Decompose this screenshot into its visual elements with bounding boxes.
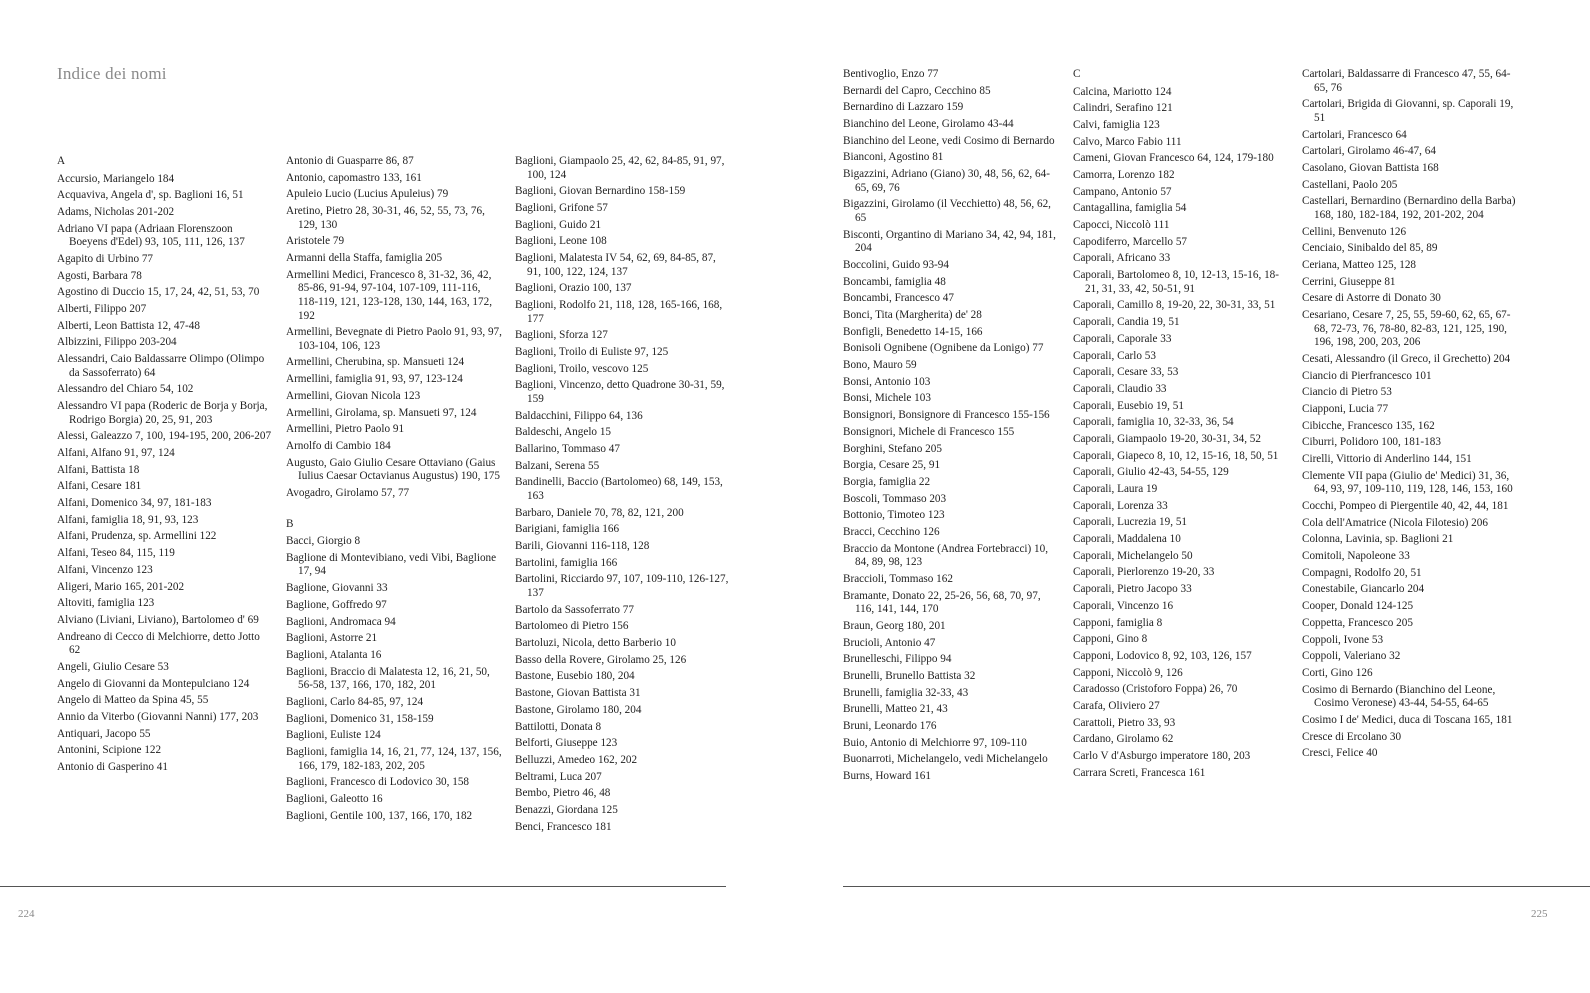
index-entry: Baglioni, Sforza 127 xyxy=(515,329,608,342)
index-entry: Baglioni, Orazio 100, 137 xyxy=(515,282,632,295)
index-entry: Bottonio, Timoteo 123 xyxy=(843,509,945,522)
index-entry: Colonna, Lavinia, sp. Baglioni 21 xyxy=(1302,533,1454,546)
page-title: Indice dei nomi xyxy=(57,64,167,83)
index-entry: Angelo di Matteo da Spina 45, 55 xyxy=(57,694,209,707)
index-entry: Caporali, Cesare 33, 53 xyxy=(1073,366,1179,379)
index-entry: Apuleio Lucio (Lucius Apuleius) 79 xyxy=(286,188,449,201)
index-entry: Baldacchini, Filippo 64, 136 xyxy=(515,409,643,422)
index-entry: Capponi, Gino 8 xyxy=(1073,633,1148,646)
index-entry: Caporali, Candia 19, 51 xyxy=(1073,316,1180,329)
index-entry: Aligeri, Mario 165, 201-202 xyxy=(57,580,185,593)
index-entry: Cibicche, Francesco 135, 162 xyxy=(1302,419,1435,432)
index-entry: Cola dell'Amatrice (Nicola Filotesio) 206 xyxy=(1302,516,1488,529)
index-entry: Cesare di Astorre di Donato 30 xyxy=(1302,292,1441,305)
index-entry: Cantagallina, famiglia 54 xyxy=(1073,202,1187,215)
index-entry: Barili, Giovanni 116-118, 128 xyxy=(515,540,650,553)
index-entry: Cardano, Girolamo 62 xyxy=(1073,733,1174,746)
index-entry: Cameni, Giovan Francesco 64, 124, 179-180 xyxy=(1073,152,1274,165)
index-entry: Antiquari, Jacopo 55 xyxy=(57,727,151,740)
index-entry: Compagni, Rodolfo 20, 51 xyxy=(1302,566,1422,579)
footer-rule-right xyxy=(843,886,1590,887)
index-entry: Castellari, Bernardino (Bernardino della Barba) 168, 180, 182-184, 192, 201-202, 204 xyxy=(1302,195,1516,221)
index-entry: Buio, Antonio di Melchiorre 97, 109-110 xyxy=(843,736,1027,749)
index-entry: Brunelli, famiglia 32-33, 43 xyxy=(843,686,969,699)
index-entry: Antonio di Guasparre 86, 87 xyxy=(286,155,414,167)
index-entry: Cartolari, Francesco 64 xyxy=(1302,128,1407,141)
index-entry: Belluzzi, Amedeo 162, 202 xyxy=(515,753,638,766)
index-entry: Baglioni, Domenico 31, 158-159 xyxy=(286,712,434,725)
index-entry: Borgia, famiglia 22 xyxy=(843,475,931,488)
index-entry: Baglioni, Vincenzo, detto Quadrone 30-31, 59, 159 xyxy=(515,379,725,405)
index-entry: Bruni, Leonardo 176 xyxy=(843,720,937,733)
index-entry: Calvo, Marco Fabio 111 xyxy=(1073,135,1182,148)
index-entry: Boncambi, famiglia 48 xyxy=(843,275,946,288)
index-entry: Andreano di Cecco di Melchiorre, detto Jotto 62 xyxy=(57,630,260,657)
index-entry: Alfani, Vincenzo 123 xyxy=(57,563,153,576)
index-entry: Caporali, Giapeco 8, 10, 12, 15-16, 18, 50, 51 xyxy=(1073,449,1279,462)
index-entry: Alfani, Teseo 84, 115, 119 xyxy=(57,547,175,560)
index-entry: Conestabile, Giancarlo 204 xyxy=(1302,583,1425,596)
index-entry: Carrara Screti, Francesca 161 xyxy=(1073,766,1206,779)
index-entry: Accursio, Mariangelo 184 xyxy=(57,172,175,185)
index-entry: Cartolari, Brigida di Giovanni, sp. Caporali 19, 51 xyxy=(1302,98,1514,124)
index-entry: Bembo, Pietro 46, 48 xyxy=(515,787,611,800)
index-entry: Bartolini, famiglia 166 xyxy=(515,556,618,569)
index-entry: Caporali, Vincenzo 16 xyxy=(1073,599,1174,612)
index-entry: Ciancio di Pietro 53 xyxy=(1302,386,1392,399)
index-entry: Burns, Howard 161 xyxy=(843,770,931,783)
index-entry: Bastone, Girolamo 180, 204 xyxy=(515,703,642,716)
index-entry: Caporali, Claudio 33 xyxy=(1073,382,1167,395)
index-entry: Caporali, Bartolomeo 8, 10, 12-13, 15-16, 18-21, 31, 33, 42, 50-51, 91 xyxy=(1073,269,1280,295)
index-entry: Arnolfo di Cambio 184 xyxy=(286,439,391,452)
index-entry: Aretino, Pietro 28, 30-31, 46, 52, 55, 73, 76, 129, 130 xyxy=(286,205,485,231)
index-entry: Caporali, Pierlorenzo 19-20, 33 xyxy=(1073,566,1215,579)
index-entry: Casolano, Giovan Battista 168 xyxy=(1302,161,1439,174)
index-entry: Bonfigli, Benedetto 14-15, 166 xyxy=(843,325,983,338)
index-entry: Baglioni, Euliste 124 xyxy=(286,729,381,742)
index-entry: Caporali, Caporale 33 xyxy=(1073,332,1172,345)
index-entry: Alessandro VI papa (Roderic de Borja y Borja, Rodrigo Borgia) 20, 25, 91, 203 xyxy=(57,400,268,426)
index-entry: Bartoluzi, Nicola, detto Barberio 10 xyxy=(515,637,676,650)
index-entry: Baglioni, Guido 21 xyxy=(515,218,602,231)
index-entry: Acquaviva, Angela d', sp. Baglioni 16, 51 xyxy=(57,189,244,202)
index-entry: Baglioni, Troilo, vescovo 125 xyxy=(515,362,649,375)
index-column-2 xyxy=(286,155,502,826)
index-entry: Caporali, Michelangelo 50 xyxy=(1073,549,1193,562)
index-entry: Calvi, famiglia 123 xyxy=(1073,118,1160,131)
index-entry: Benci, Francesco 181 xyxy=(515,820,612,833)
index-entry: Braun, Georg 180, 201 xyxy=(843,619,946,632)
index-entry: Bigazzini, Girolamo (il Vecchietto) 48, 56, 62, 65 xyxy=(843,198,1051,224)
index-entry: Coppoli, Ivone 53 xyxy=(1302,633,1384,646)
index-entry: Caporali, Laura 19 xyxy=(1073,483,1158,495)
index-entry: Ciburri, Polidoro 100, 181-183 xyxy=(1302,436,1441,449)
index-entry: Bono, Mauro 59 xyxy=(843,359,917,372)
index-entry: Caporali, Pietro Jacopo 33 xyxy=(1073,583,1192,596)
letter-heading: B xyxy=(286,517,294,530)
index-entry: Bonisoli Ognibene (Ognibene da Lonigo) 77 xyxy=(843,342,1044,355)
index-entry: Bernardi del Capro, Cecchino 85 xyxy=(843,84,991,97)
index-entry: Braccio da Montone (Andrea Fortebracci) 10, 84, 89, 98, 123 xyxy=(843,542,1049,569)
index-entry: Bernardino di Lazzaro 159 xyxy=(843,101,964,114)
index-entry: Cresci, Felice 40 xyxy=(1302,747,1378,760)
index-entry: Baglione, Goffredo 97 xyxy=(286,598,387,611)
index-entry: Barigiani, famiglia 166 xyxy=(515,523,620,536)
index-entry: Bonsi, Antonio 103 xyxy=(843,375,931,388)
index-entry: Caporali, Giampaolo 19-20, 30-31, 34, 52 xyxy=(1073,432,1261,445)
index-entry: Bianchino del Leone, vedi Cosimo di Bernardo xyxy=(843,134,1055,147)
index-entry: Cocchi, Pompeo di Piergentile 40, 42, 44, 181 xyxy=(1302,500,1509,512)
index-entry: Carafa, Oliviero 27 xyxy=(1073,699,1160,712)
index-entry: Barbaro, Daniele 70, 78, 82, 121, 200 xyxy=(515,506,684,519)
index-entry: Alberti, Filippo 207 xyxy=(57,303,147,315)
index-entry: Bianconi, Agostino 81 xyxy=(843,151,944,164)
index-column-1 xyxy=(57,155,273,778)
index-entry: Alessandri, Caio Baldassarre Olimpo (Olimpo da Sassoferrato) 64 xyxy=(57,353,265,379)
index-entry: Agapito di Urbino 77 xyxy=(57,252,154,265)
index-entry: Caporali, Lucrezia 19, 51 xyxy=(1073,516,1188,529)
index-entry: Clemente VII papa (Giulio de' Medici) 31, 36, 64, 93, 97, 109-110, 119, 128, 146, 153, 160 xyxy=(1302,469,1513,496)
index-entry: Agosti, Barbara 78 xyxy=(57,269,142,282)
index-entry: Ceriana, Matteo 125, 128 xyxy=(1302,258,1417,271)
index-entry: Baglioni, Gentile 100, 137, 166, 170, 182 xyxy=(286,809,473,822)
index-entry: Ciapponi, Lucia 77 xyxy=(1302,402,1389,415)
index-entry: Basso della Rovere, Girolamo 25, 126 xyxy=(515,653,687,666)
index-entry: Coppoli, Valeriano 32 xyxy=(1302,650,1401,663)
index-entry: Antonio, capomastro 133, 161 xyxy=(286,171,422,184)
index-entry: Baglioni, Leone 108 xyxy=(515,235,607,248)
index-entry: Baglioni, Braccio di Malatesta 12, 16, 21, 50, 56-58, 137, 166, 170, 182, 201 xyxy=(286,665,490,692)
index-entry: Capocci, Niccolò 111 xyxy=(1073,219,1170,232)
index-entry: Brucioli, Antonio 47 xyxy=(843,636,936,649)
index-entry: Baglioni, Galeotto 16 xyxy=(286,792,383,805)
index-entry: Buonarroti, Michelangelo, vedi Michelangelo xyxy=(843,753,1048,766)
index-entry: Boncambi, Francesco 47 xyxy=(843,292,954,305)
index-entry: Bramante, Donato 22, 25-26, 56, 68, 70, 97, 116, 141, 144, 170 xyxy=(843,589,1041,616)
index-entry: Carattoli, Pietro 33, 93 xyxy=(1073,716,1176,729)
index-entry: Cartolari, Girolamo 46-47, 64 xyxy=(1302,145,1436,158)
index-entry: Capponi, famiglia 8 xyxy=(1073,616,1163,629)
section-spacer xyxy=(286,504,502,518)
index-entry: Caporali, Carlo 53 xyxy=(1073,349,1156,362)
index-entry: Bentivoglio, Enzo 77 xyxy=(843,68,939,80)
letter-heading: C xyxy=(1073,68,1081,80)
index-entry: Albizzini, Filippo 203-204 xyxy=(57,336,177,349)
index-column-6 xyxy=(1302,68,1518,764)
index-entry: Augusto, Gaio Giulio Cesare Ottaviano (Gaius Iulius Caesar Octavianus Augustus) 190, 175 xyxy=(286,456,500,483)
index-entry: Balzani, Serena 55 xyxy=(515,459,600,472)
index-entry: Adams, Nicholas 201-202 xyxy=(57,205,175,218)
index-entry: Alfani, Battista 18 xyxy=(57,463,140,476)
index-entry: Bandinelli, Baccio (Bartolomeo) 68, 149, 153, 163 xyxy=(515,476,723,502)
index-entry: Cirelli, Vittorio di Anderlino 144, 151 xyxy=(1302,453,1472,466)
index-entry: Baglioni, famiglia 14, 16, 21, 77, 124, 137, 156, 166, 179, 182-183, 202, 205 xyxy=(286,745,502,772)
index-entry: Baglione di Montevibiano, vedi Vibi, Baglione 17, 94 xyxy=(286,551,497,578)
index-entry: Antonini, Scipione 122 xyxy=(57,744,162,757)
index-entry: Carlo V d'Asburgo imperatore 180, 203 xyxy=(1073,750,1251,762)
index-entry: Bartolomeo di Pietro 156 xyxy=(515,620,629,633)
index-entry: Antonio di Gasperino 41 xyxy=(57,760,168,773)
index-entry: Armellini Medici, Francesco 8, 31-32, 36, 42, 85-86, 91-94, 97-104, 107-109, 111-116, 118-119, 121, 123-128, 130, 144, 163, 172, 192 xyxy=(286,268,493,322)
letter-heading: A xyxy=(57,155,66,167)
index-entry: Cooper, Donald 124-125 xyxy=(1302,600,1414,613)
index-entry: Avogadro, Girolamo 57, 77 xyxy=(286,486,410,499)
index-entry: Capodiferro, Marcello 57 xyxy=(1073,235,1188,248)
index-entry: Cosimo I de' Medici, duca di Toscana 165, 181 xyxy=(1302,713,1513,726)
footer-rule-left xyxy=(0,886,726,887)
index-entry: Bastone, Eusebio 180, 204 xyxy=(515,670,635,683)
index-entry: Brunelli, Brunello Battista 32 xyxy=(843,669,976,682)
index-column-4 xyxy=(843,68,1059,787)
index-entry: Cerrini, Giuseppe 81 xyxy=(1302,275,1396,288)
index-entry: Cosimo di Bernardo (Bianchino del Leone, Cosimo Veronese) 43-44, 54-55, 64-65 xyxy=(1302,683,1496,710)
index-entry: Bracci, Cecchino 126 xyxy=(843,525,940,538)
index-entry: Braccioli, Tommaso 162 xyxy=(843,572,953,585)
index-entry: Bartolini, Ricciardo 97, 107, 109-110, 126-127, 137 xyxy=(515,573,729,599)
index-entry: Armellini, famiglia 91, 93, 97, 123-124 xyxy=(286,373,463,386)
index-entry: Boccolini, Guido 93-94 xyxy=(843,258,949,271)
index-entry: Caporali, Camillo 8, 19-20, 22, 30-31, 33, 51 xyxy=(1073,299,1276,312)
index-entry: Armellini, Pietro Paolo 91 xyxy=(286,423,405,436)
index-entry: Bisconti, Organtino di Mariano 34, 42, 94, 181, 204 xyxy=(843,228,1056,255)
index-column-5 xyxy=(1073,68,1289,783)
index-column-3 xyxy=(515,155,731,837)
index-entry: Corti, Gino 126 xyxy=(1302,666,1373,679)
index-entry: Aristotele 79 xyxy=(286,235,345,248)
index-entry: Angelo di Giovanni da Montepulciano 124 xyxy=(57,677,250,690)
index-entry: Calcina, Mariotto 124 xyxy=(1073,85,1172,98)
index-entry: Angeli, Giulio Cesare 53 xyxy=(57,660,169,673)
index-entry: Borgia, Cesare 25, 91 xyxy=(843,459,941,472)
index-entry: Baglioni, Grifone 57 xyxy=(515,201,608,214)
index-entry: Alfani, Domenico 34, 97, 181-183 xyxy=(57,497,212,510)
index-entry: Armellini, Giovan Nicola 123 xyxy=(286,389,421,402)
index-entry: Baglioni, Troilo di Euliste 97, 125 xyxy=(515,345,669,358)
page-number-left: 224 xyxy=(18,908,35,920)
index-entry: Bonsi, Michele 103 xyxy=(843,392,931,405)
index-entry: Cesariano, Cesare 7, 25, 55, 59-60, 62, 65, 67-68, 72-73, 76, 78-80, 82-83, 121, 125, 190, 196, 198, 200, 203, 206 xyxy=(1302,309,1511,349)
index-entry: Bastone, Giovan Battista 31 xyxy=(515,687,641,700)
index-entry: Bonsignori, Michele di Francesco 155 xyxy=(843,425,1015,438)
index-entry: Baglioni, Andromaca 94 xyxy=(286,615,396,628)
index-entry: Capponi, Niccolò 9, 126 xyxy=(1073,666,1183,679)
index-entry: Bacci, Giorgio 8 xyxy=(286,535,361,548)
index-entry: Beltrami, Luca 207 xyxy=(515,770,602,783)
index-entry: Baglione, Giovanni 33 xyxy=(286,582,388,595)
index-entry: Bartolo da Sassoferrato 77 xyxy=(515,603,634,616)
index-entry: Battilotti, Donata 8 xyxy=(515,720,602,733)
index-entry: Brunelleschi, Filippo 94 xyxy=(843,653,952,666)
index-entry: Altoviti, famiglia 123 xyxy=(57,597,155,610)
index-entry: Cenciaio, Sinibaldo del 85, 89 xyxy=(1302,242,1438,255)
index-entry: Caporali, famiglia 10, 32-33, 36, 54 xyxy=(1073,416,1234,429)
index-entry: Caradosso (Cristoforo Foppa) 26, 70 xyxy=(1073,683,1238,696)
index-entry: Castellani, Paolo 205 xyxy=(1302,178,1398,191)
index-entry: Caporali, Africano 33 xyxy=(1073,252,1171,265)
index-entry: Ballarino, Tommaso 47 xyxy=(515,443,620,455)
index-entry: Coppetta, Francesco 205 xyxy=(1302,616,1413,629)
index-entry: Comitoli, Napoleone 33 xyxy=(1302,550,1410,563)
index-entry: Cartolari, Baldassarre di Francesco 47, 55, 64-65, 76 xyxy=(1302,68,1511,94)
index-entry: Baglioni, Atalanta 16 xyxy=(286,648,382,661)
index-entry: Alessandro del Chiaro 54, 102 xyxy=(57,383,194,396)
index-entry: Baglioni, Giampaolo 25, 42, 62, 84-85, 91, 97, 100, 124 xyxy=(515,155,725,181)
index-entry: Cesati, Alessandro (il Greco, il Grechetto) 204 xyxy=(1302,352,1511,365)
index-entry: Armellini, Bevegnate di Pietro Paolo 91, 93, 97, 103-104, 106, 123 xyxy=(286,326,502,352)
index-entry: Bigazzini, Adriano (Giano) 30, 48, 56, 62, 64-65, 69, 76 xyxy=(843,168,1050,194)
index-entry: Baglioni, Giovan Bernardino 158-159 xyxy=(515,185,686,198)
index-entry: Agostino di Duccio 15, 17, 24, 42, 51, 53, 70 xyxy=(57,286,260,299)
index-entry: Baglioni, Francesco di Lodovico 30, 158 xyxy=(286,776,470,789)
page-number-right: 225 xyxy=(1531,908,1548,920)
index-entry: Campano, Antonio 57 xyxy=(1073,185,1172,198)
index-entry: Armanni della Staffa, famiglia 205 xyxy=(286,252,443,265)
index-entry: Alessi, Galeazzo 7, 100, 194-195, 200, 206-207 xyxy=(57,430,272,443)
index-entry: Caporali, Maddalena 10 xyxy=(1073,533,1181,546)
index-entry: Baldeschi, Angelo 15 xyxy=(515,426,612,439)
index-entry: Capponi, Lodovico 8, 92, 103, 126, 157 xyxy=(1073,649,1252,662)
index-entry: Baglioni, Carlo 84-85, 97, 124 xyxy=(286,695,424,708)
index-entry: Bianchino del Leone, Girolamo 43-44 xyxy=(843,118,1014,131)
index-entry: Caporali, Lorenza 33 xyxy=(1073,499,1168,512)
index-entry: Alfani, Cesare 181 xyxy=(57,480,142,493)
index-entry: Cresce di Ercolano 30 xyxy=(1302,730,1402,743)
index-entry: Bonci, Tita (Margherita) de' 28 xyxy=(843,309,982,322)
index-entry: Armellini, Cherubina, sp. Mansueti 124 xyxy=(286,356,465,369)
index-entry: Adriano VI papa (Adriaan Florenszoon Boeyens d'Edel) 93, 105, 111, 126, 137 xyxy=(57,222,245,249)
index-entry: Calindri, Serafino 121 xyxy=(1073,102,1173,115)
index-entry: Caporali, Giulio 42-43, 54-55, 129 xyxy=(1073,466,1229,479)
index-entry: Alfani, Alfano 91, 97, 124 xyxy=(57,447,175,459)
index-entry: Benazzi, Giordana 125 xyxy=(515,803,618,816)
index-entry: Camorra, Lorenzo 182 xyxy=(1073,169,1175,182)
index-entry: Baglioni, Rodolfo 21, 118, 128, 165-166, 168, 177 xyxy=(515,299,723,325)
index-entry: Bonsignori, Bonsignore di Francesco 155-156 xyxy=(843,409,1050,422)
index-entry: Baglioni, Astorre 21 xyxy=(286,632,378,645)
index-entry: Baglioni, Malatesta IV 54, 62, 69, 84-85, 87, 91, 100, 122, 124, 137 xyxy=(515,252,716,278)
index-entry: Alfani, famiglia 18, 91, 93, 123 xyxy=(57,513,199,526)
index-entry: Belforti, Giuseppe 123 xyxy=(515,737,618,750)
index-entry: Alviano (Liviani, Liviano), Bartolomeo d' 69 xyxy=(57,613,259,626)
index-entry: Armellini, Girolama, sp. Mansueti 97, 124 xyxy=(286,406,477,419)
index-entry: Ciancio di Pierfrancesco 101 xyxy=(1302,369,1432,382)
index-entry: Brunelli, Matteo 21, 43 xyxy=(843,703,948,716)
index-entry: Borghini, Stefano 205 xyxy=(843,442,942,455)
index-entry: Alberti, Leon Battista 12, 47-48 xyxy=(57,319,200,332)
index-entry: Boscoli, Tommaso 203 xyxy=(843,492,947,505)
index-entry: Cellini, Benvenuto 126 xyxy=(1302,225,1407,238)
index-entry: Caporali, Eusebio 19, 51 xyxy=(1073,399,1184,412)
index-entry: Annio da Viterbo (Giovanni Nanni) 177, 203 xyxy=(57,710,259,723)
index-entry: Alfani, Prudenza, sp. Armellini 122 xyxy=(57,530,217,543)
